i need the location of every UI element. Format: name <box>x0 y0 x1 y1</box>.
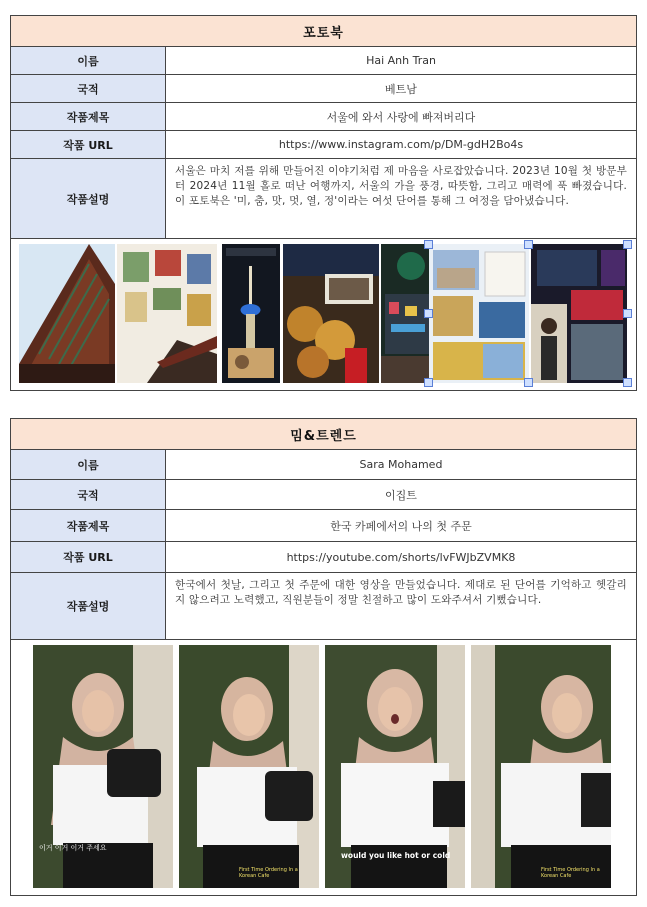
name-value: Sara Mohamed <box>359 458 443 471</box>
scrapbook-page-1 <box>117 244 217 383</box>
work-title-value: 한국 카페에서의 나의 첫 주문 <box>330 519 472 533</box>
card-title: 포토북 <box>11 16 636 47</box>
nationality-label: 국적 <box>11 480 166 509</box>
food-collage-photo <box>283 244 379 383</box>
nationality-value: 이집트 <box>385 488 417 502</box>
description-row <box>11 159 636 239</box>
work-title-row <box>11 103 636 131</box>
work-url-value <box>166 131 636 158</box>
name-label: 이름 <box>11 450 166 479</box>
photobook-card <box>10 15 637 391</box>
work-title-label: 작품제목 <box>11 103 166 130</box>
work-url-link[interactable]: https://youtube.com/shorts/lvFWJbZVMK8 <box>286 550 516 564</box>
temple-roof-photo <box>19 244 115 383</box>
selection-handle[interactable] <box>424 309 433 318</box>
selection-handle[interactable] <box>524 378 533 387</box>
frame-caption: would you like hot or cold <box>341 851 451 860</box>
name-label: 이름 <box>11 47 166 74</box>
university-scrapbook-photo[interactable] <box>429 244 529 383</box>
frame-caption: 이거 이거 이거 주세요 <box>39 844 107 852</box>
work-url-value <box>166 542 636 572</box>
video-frame-4 <box>471 645 611 888</box>
selection-handle[interactable] <box>424 378 433 387</box>
video-frame-2 <box>179 645 319 888</box>
description-value: 서울은 마치 저를 위해 만들어진 이야기처럼 제 마음을 사로잡았습니다. 2023년 10월 첫 방문부터 2024년 11월 홀로 떠난 여행까지, 서울의 가을 풍경, 따뜻함, 그리고 매력에 푹 빠졌습니다. 이 포토북은 '미, 춤, 맛, 멋, 열, 정'이라는 여섯 단어를 통해 그 여정을 담아냈습니다. <box>175 165 627 207</box>
nationality-label: 국적 <box>11 75 166 102</box>
name-row <box>11 47 636 75</box>
work-url-label: 작품 URL <box>11 131 166 158</box>
work-title-label: 작품제목 <box>11 510 166 541</box>
work-url-link[interactable]: https://www.instagram.com/p/DM-gdH2Bo4s <box>278 138 524 151</box>
description-value: 한국에서 첫날, 그리고 첫 주문에 대한 영상을 만들었습니다. 제대로 된 단어를 기억하고 헷갈리지 않으려고 노력했고, 직원분들이 정말 친절하고 많이 도와주셔서 기뻤습니다. <box>175 579 627 606</box>
description-label: 작품설명 <box>11 159 166 238</box>
video-frame-3 <box>325 645 465 888</box>
work-url-row <box>11 131 636 159</box>
work-url-row <box>11 542 636 573</box>
frame-watermark: First Time Ordering In a Korean Cafe <box>239 867 298 879</box>
video-frames-strip <box>11 640 636 890</box>
nationality-value: 베트남 <box>385 82 417 96</box>
nationality-row <box>11 480 636 510</box>
selection-handle[interactable] <box>424 240 433 249</box>
selection-handle[interactable] <box>623 378 632 387</box>
name-row <box>11 450 636 480</box>
selection-handle[interactable] <box>623 309 632 318</box>
work-url-label: 작품 URL <box>11 542 166 572</box>
card-title: 밈&트렌드 <box>11 419 636 450</box>
frame-watermark: First Time Ordering In a Korean Cafe <box>541 867 600 879</box>
description-row <box>11 573 636 640</box>
namsan-tower-photo <box>222 244 280 383</box>
nationality-row <box>11 75 636 103</box>
name-value: Hai Anh Tran <box>366 54 436 67</box>
photobook-collage <box>11 239 636 389</box>
selection-handle[interactable] <box>524 240 533 249</box>
meme-trend-card <box>10 418 637 896</box>
selection-handle[interactable] <box>623 240 632 249</box>
video-frame-1 <box>33 645 173 888</box>
street-signs-photo <box>531 244 627 383</box>
description-label: 작품설명 <box>11 573 166 639</box>
work-title-value: 서울에 와서 사랑에 빠져버리다 <box>326 110 476 124</box>
work-title-row <box>11 510 636 542</box>
